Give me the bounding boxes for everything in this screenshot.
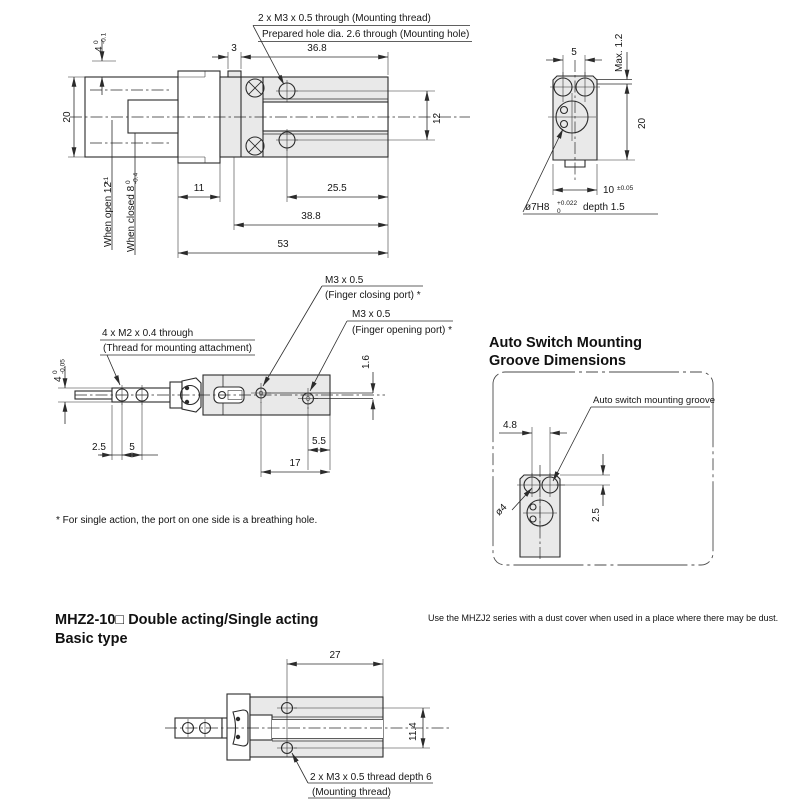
dim-53: 53 [277, 239, 289, 250]
gripper-side-view-part [70, 71, 470, 163]
svg-text:4: 4 [53, 376, 64, 382]
m2-thread-label2: (Thread for mounting attachment) [103, 343, 252, 354]
section-heading-line1: MHZ2-10□ Double acting/Single acting [55, 612, 319, 628]
hole-dia-sup: +0.022 [557, 200, 578, 207]
dust-cover-note: Use the MHZJ2 series with a dust cover when used in a place where there may be dust. [428, 613, 779, 623]
svg-text:When open 12: When open 12 [103, 181, 114, 247]
dim-20-end: 20 [637, 117, 648, 129]
dim-3: 3 [231, 43, 237, 54]
hole-dia-sub: 0 [557, 208, 561, 215]
dim-27: 27 [329, 650, 341, 661]
dim-10: 10 [603, 185, 615, 196]
mounting-thread-label: 2 x M3 x 0.5 through (Mounting thread) [258, 13, 431, 24]
auto-switch-title-line1: Auto Switch Mounting [489, 335, 643, 351]
closing-port-label: M3 x 0.5 [325, 275, 364, 286]
single-action-footnote: * For single action, the port on one side is a breathing hole. [56, 515, 318, 526]
svg-text:0: 0 [93, 40, 100, 44]
when-closed-label [125, 172, 140, 252]
svg-text:-0.1: -0.1 [100, 32, 108, 44]
dim-2-5: 2.5 [92, 442, 106, 453]
mounting-hole-label: Prepared hole dia. 2.6 through (Mounting hole) [262, 29, 470, 40]
dim-4-tol [93, 32, 108, 52]
dim-38-8: 38.8 [301, 211, 321, 222]
basic-thread-label2: (Mounting thread) [312, 787, 391, 798]
auto-switch-groove-drawing [485, 330, 800, 575]
svg-text:-0.05: -0.05 [59, 359, 67, 374]
closing-port-label2: (Finger closing port) * [325, 290, 421, 301]
dim-max-1-2: Max. 1.2 [614, 33, 625, 72]
hole-depth-label: depth 1.5 [583, 202, 625, 213]
section-heading-line2: Basic type [55, 631, 128, 647]
svg-text:4: 4 [94, 46, 105, 52]
basic-type-drawing [150, 645, 480, 800]
svg-text:±1: ±1 [103, 176, 110, 184]
dim-dia4: ø4 [493, 502, 510, 519]
hole-dia-label: ø7H8 [525, 202, 550, 213]
basic-thread-label: 2 x M3 x 0.5 thread depth 6 [310, 772, 432, 783]
svg-text:When closed 8: When closed 8 [126, 185, 137, 252]
dim-20: 20 [62, 111, 73, 123]
dim-2-5-groove: 2.5 [591, 508, 602, 522]
section-heading [55, 611, 318, 649]
top-view-drawing [30, 270, 500, 480]
dim-11-4: 11.4 [408, 722, 419, 741]
dim-17: 17 [289, 458, 301, 469]
auto-switch-title-line2: Groove Dimensions [489, 353, 626, 369]
svg-text:0: 0 [125, 180, 132, 184]
dim-25-5: 25.5 [327, 183, 347, 194]
when-open-label [103, 176, 114, 247]
dim-5-top: 5 [129, 442, 135, 453]
m2-thread-label: 4 x M2 x 0.4 through [102, 328, 194, 339]
side-view-drawing [40, 0, 510, 270]
dim-1-6: 1.6 [361, 355, 372, 369]
dim-10-tol: ±0.05 [617, 185, 634, 192]
dim-5-5: 5.5 [312, 436, 326, 447]
gripper-end-view-part [548, 60, 632, 180]
dim-4-tol-top [52, 359, 67, 382]
end-view-drawing [510, 0, 800, 235]
dim-4-8: 4.8 [503, 420, 517, 431]
opening-port-label: M3 x 0.5 [352, 309, 391, 320]
dim-11: 11 [193, 183, 205, 194]
groove-leader-label: Auto switch mounting groove [593, 395, 715, 406]
svg-text:0: 0 [52, 370, 59, 374]
dim-5: 5 [571, 47, 577, 58]
dim-12: 12 [432, 112, 443, 124]
opening-port-label2: (Finger opening port) * [352, 325, 453, 336]
svg-text:-0.4: -0.4 [132, 172, 140, 184]
gripper-top-view-part [75, 375, 385, 415]
dim-36-8: 36.8 [307, 43, 327, 54]
